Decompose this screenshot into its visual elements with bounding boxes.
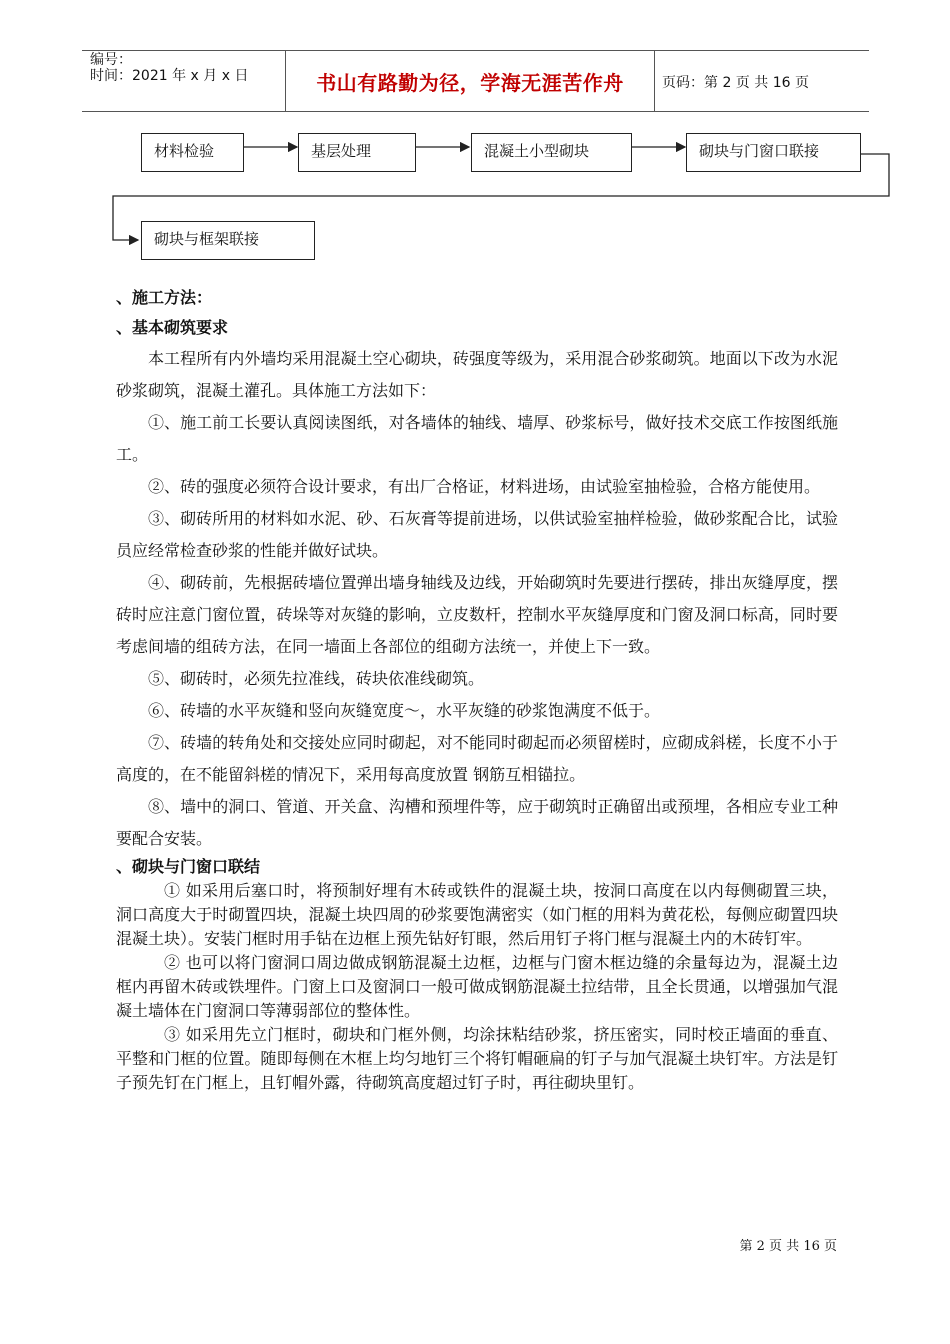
header-number-label: 编号： xyxy=(90,52,132,68)
header-page-label: 页码：第 2 页 共 16 页 xyxy=(662,75,809,91)
heading-block-door-window: 、砌块与门窗口联结 xyxy=(116,857,261,876)
paragraph-item: ①、施工前工长要认真阅读图纸，对各墙体的轴线、墙厚、砂浆标号，做好技术交底工作按图纸施工。 xyxy=(116,413,838,464)
paragraph-intro: 本工程所有内外墙均采用混凝土空心砌块，砖强度等级为，采用混合砂浆砌筑。地面以下改为水泥砂浆砌筑，混凝土灌孔。具体施工方法如下： xyxy=(116,349,838,400)
paragraph-door: ① 如采用后塞口时，将预制好埋有木砖或铁件的混凝土块，按洞口高度在以内每侧砌置三块，洞口高度大于时砌置四块，混凝土块四周的砂浆要饱满密实（如门框的用料为黄花松，每侧应砌置四块混凝土块）。安装门框时用手钻在边框上预先钻好钉眼，然后用钉子将门框与混凝土内的木砖钉牢。 xyxy=(116,881,838,948)
paragraph-item: ⑤、砌砖时，必须先拉准线，砖块依准线砌筑。 xyxy=(148,669,485,688)
paragraph-item: ⑦、砖墙的转角处和交接处应同时砌起，对不能同时砌起而必须留槎时，应砌成斜槎，长度不小于高度的，在不能留斜槎的情况下，采用每高度放置 钢筋互相锚拉。 xyxy=(116,733,838,784)
heading-basic-requirements: 、基本砌筑要求 xyxy=(116,318,229,337)
flow-step-block-door-window: 砌块与门窗口联接 xyxy=(686,133,861,172)
paragraph-door: ③ 如采用先立门框时，砌块和门框外侧，均涂抹粘结砂浆，挤压密实，同时校正墙面的垂直、平整和门框的位置。随即每侧在木框上均匀地钉三个将钉帽砸扁的钉子与加气混凝土块钉牢。方法是钉子预先钉在门框上，且钉帽外露，待砌筑高度超过钉子时，再往砌块里钉。 xyxy=(116,1025,838,1092)
flow-step-material-check: 材料检验 xyxy=(141,133,244,172)
paragraph-door: ② 也可以将门窗洞口周边做成钢筋混凝土边框，边框与门窗木框边缝的余量每边为，混凝土边框内再留木砖或铁埋件。门窗上口及窗洞口一般可做成钢筋混凝土拉结带，且全长贯通，以增强加气混凝土墙体在门窗洞口等薄弱部位的整体性。 xyxy=(116,953,838,1020)
flow-step-block-frame: 砌块与框架联接 xyxy=(141,221,315,260)
header-motto: 书山有路勤为径，学海无涯苦作舟 xyxy=(316,71,624,95)
flow-step-base-treatment: 基层处理 xyxy=(298,133,416,172)
paragraph-item: ②、砖的强度必须符合设计要求，有出厂合格证，材料进场，由试验室抽检验，合格方能使用。 xyxy=(148,477,821,496)
heading-construction-method: 、施工方法： xyxy=(116,288,213,307)
document-body xyxy=(116,283,838,1095)
flow-step-concrete-block: 混凝土小型砌块 xyxy=(471,133,632,172)
paragraph-item: ⑥、砖墙的水平灰缝和竖向灰缝宽度～，水平灰缝的砂浆饱满度不低于。 xyxy=(148,701,661,720)
paragraph-item: ⑧、墙中的洞口、管道、开关盒、沟槽和预埋件等，应于砌筑时正确留出或预埋，各相应专业工种要配合安装。 xyxy=(116,797,838,848)
page-footer: 第 2 页 共 16 页 xyxy=(739,1239,837,1254)
header-time-label: 时间：2021 年 x 月 x 日 xyxy=(90,68,249,84)
paragraph-item: ④、砌砖前，先根据砖墙位置弹出墙身轴线及边线，开始砌筑时先要进行摆砖，排出灰缝厚度，摆砖时应注意门窗位置，砖垛等对灰缝的影响，立皮数杆，控制水平灰缝厚度和门窗及洞口标高，同时要考虑间墙的组砖方法，在同一墙面上各部位的组砌方法统一，并使上下一致。 xyxy=(116,573,838,656)
paragraph-item: ③、砌砖所用的材料如水泥、砂、石灰膏等提前进场，以供试验室抽样检验，做砂浆配合比，试验员应经常检查砂浆的性能并做好试块。 xyxy=(116,509,838,560)
